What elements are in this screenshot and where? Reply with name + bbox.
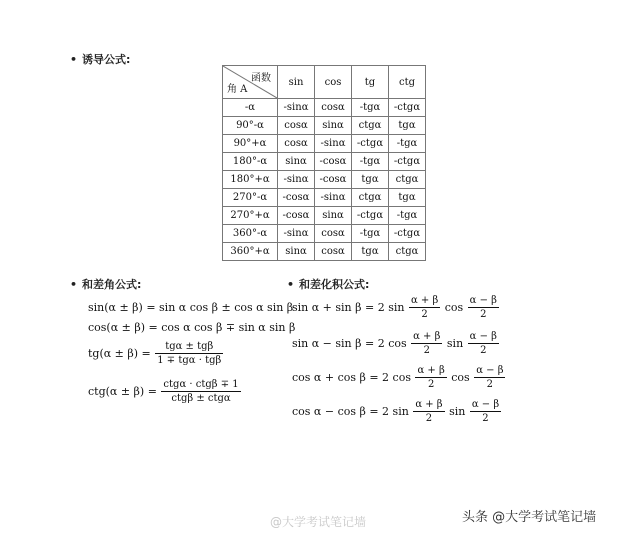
p4-frac2-num: α − β bbox=[471, 399, 500, 410]
cell: cosα bbox=[315, 225, 352, 243]
p1-frac2 bbox=[468, 294, 499, 321]
cell: -ctgα bbox=[389, 225, 426, 243]
col-header: tg bbox=[352, 66, 389, 99]
ctg-denominator: ctgβ ± ctgα bbox=[171, 393, 231, 404]
cell: -ctgα bbox=[389, 153, 426, 171]
corner-top-label: 函数 bbox=[251, 73, 271, 84]
cell: -ctgα bbox=[389, 99, 426, 117]
cell: -cosα bbox=[315, 153, 352, 171]
p2-frac2-num: α − β bbox=[469, 331, 497, 342]
p3-mid: cos bbox=[451, 371, 470, 384]
ctg-numerator: ctgα · ctgβ ∓ 1 bbox=[163, 379, 239, 390]
cell: -tgα bbox=[389, 135, 426, 153]
sum-to-product-heading-text: 和差化积公式: bbox=[299, 278, 370, 291]
table-corner-cell bbox=[223, 66, 278, 99]
induction-table bbox=[222, 65, 426, 261]
table-row bbox=[223, 189, 426, 207]
p2-lhs: sin α − sin β = 2 cos bbox=[292, 337, 407, 350]
sum-diff-heading-text: 和差角公式: bbox=[82, 278, 142, 291]
p4-frac1 bbox=[413, 398, 444, 425]
row-angle: 360°+α bbox=[223, 243, 278, 261]
row-angle: 270°+α bbox=[223, 207, 278, 225]
sum-diff-heading: • 和差角公式: bbox=[70, 278, 142, 291]
formula-cos-sum: cos(α ± β) = cos α cos β ∓ sin α sin β bbox=[88, 321, 296, 334]
cell: cosα bbox=[315, 243, 352, 261]
cell: -sinα bbox=[315, 135, 352, 153]
row-angle: 90°+α bbox=[223, 135, 278, 153]
p2-frac1-den: 2 bbox=[423, 345, 430, 356]
cell: -cosα bbox=[315, 171, 352, 189]
table-row bbox=[223, 99, 426, 117]
cell: cosα bbox=[278, 135, 315, 153]
p1-frac1-den: 2 bbox=[421, 309, 428, 320]
table-row bbox=[223, 225, 426, 243]
cell: sinα bbox=[278, 153, 315, 171]
cell: sinα bbox=[278, 243, 315, 261]
table-row bbox=[223, 207, 426, 225]
formula-cos-minus-cos bbox=[292, 398, 502, 425]
cell: -tgα bbox=[352, 225, 389, 243]
sum-to-product-heading: • 和差化积公式: bbox=[287, 278, 370, 291]
cell: -cosα bbox=[278, 207, 315, 225]
cell: cosα bbox=[315, 99, 352, 117]
p2-frac2 bbox=[468, 330, 499, 357]
cell: -ctgα bbox=[352, 207, 389, 225]
formula-sin-sum: sin(α ± β) = sin α cos β ± cos α sin β bbox=[88, 301, 294, 314]
tg-fraction bbox=[155, 340, 223, 367]
p1-frac2-num: α − β bbox=[469, 295, 497, 306]
tg-denominator: 1 ∓ tgα · tgβ bbox=[157, 355, 222, 366]
p3-frac1-num: α + β bbox=[417, 365, 445, 376]
cell: sinα bbox=[315, 117, 352, 135]
induction-heading: • 诱导公式: bbox=[70, 53, 131, 66]
cell: -tgα bbox=[389, 207, 426, 225]
p2-frac1 bbox=[411, 330, 442, 357]
row-angle: 270°-α bbox=[223, 189, 278, 207]
weibo-watermark: @大学考试笔记墙 bbox=[270, 515, 367, 529]
p1-frac2-den: 2 bbox=[480, 309, 487, 320]
cell: tgα bbox=[389, 117, 426, 135]
p1-lhs: sin α + sin β = 2 sin bbox=[292, 301, 405, 314]
table-row bbox=[223, 135, 426, 153]
formula-cos-plus-cos bbox=[292, 364, 506, 391]
cell: tgα bbox=[352, 171, 389, 189]
ctg-fraction bbox=[161, 378, 240, 405]
cell: -ctgα bbox=[352, 135, 389, 153]
formula-ctg-sum bbox=[88, 378, 242, 405]
p2-mid: sin bbox=[446, 337, 464, 350]
p4-frac1-num: α + β bbox=[415, 399, 443, 410]
tg-numerator: tgα ± tgβ bbox=[155, 340, 223, 354]
formula-sin-plus-sin bbox=[292, 294, 500, 321]
cell: ctgα bbox=[352, 117, 389, 135]
p3-frac1-den: 2 bbox=[427, 379, 435, 390]
p3-frac2-den: 2 bbox=[486, 379, 494, 390]
row-angle: 360°-α bbox=[223, 225, 278, 243]
tg-lhs: tg(α ± β) = bbox=[88, 347, 151, 360]
cell: ctgα bbox=[389, 243, 426, 261]
cell: -sinα bbox=[315, 189, 352, 207]
p3-lhs: cos α + cos β = 2 cos bbox=[292, 371, 411, 384]
p3-frac2 bbox=[474, 364, 505, 391]
table-row bbox=[223, 171, 426, 189]
table-row bbox=[223, 153, 426, 171]
cell: -sinα bbox=[278, 99, 315, 117]
cell: -cosα bbox=[278, 189, 315, 207]
cell: ctgα bbox=[389, 171, 426, 189]
cell: -sinα bbox=[278, 171, 315, 189]
formula-tg-sum bbox=[88, 340, 224, 367]
p1-frac1-num: α + β bbox=[410, 295, 439, 306]
p4-frac2 bbox=[470, 398, 501, 425]
p3-frac1 bbox=[415, 364, 446, 391]
table-header-row bbox=[223, 66, 426, 99]
cell: sinα bbox=[315, 207, 352, 225]
p2-frac1-num: α + β bbox=[413, 331, 441, 342]
cell: cosα bbox=[278, 117, 315, 135]
row-angle: -α bbox=[223, 99, 278, 117]
p1-mid: cos bbox=[444, 301, 464, 314]
cell: -tgα bbox=[352, 99, 389, 117]
p4-mid: sin bbox=[449, 405, 466, 418]
cell: ctgα bbox=[352, 189, 389, 207]
formula-sin-minus-sin bbox=[292, 330, 500, 357]
table-row bbox=[223, 243, 426, 261]
p1-frac1 bbox=[409, 294, 440, 321]
p4-frac1-den: 2 bbox=[425, 413, 433, 424]
col-header: cos bbox=[315, 66, 352, 99]
source-credit: 头条 @大学考试笔记墙 bbox=[462, 510, 597, 525]
p4-frac2-den: 2 bbox=[482, 413, 489, 424]
cell: -sinα bbox=[278, 225, 315, 243]
ctg-lhs: ctg(α ± β) = bbox=[88, 385, 157, 398]
row-angle: 90°-α bbox=[223, 117, 278, 135]
cell: -tgα bbox=[352, 153, 389, 171]
table-row bbox=[223, 117, 426, 135]
p3-frac2-num: α − β bbox=[476, 365, 504, 376]
induction-heading-text: 诱导公式: bbox=[82, 53, 131, 66]
col-header: sin bbox=[278, 66, 315, 99]
col-header: ctg bbox=[389, 66, 426, 99]
row-angle: 180°-α bbox=[223, 153, 278, 171]
p4-lhs: cos α − cos β = 2 sin bbox=[292, 405, 409, 418]
p2-frac2-den: 2 bbox=[480, 345, 487, 356]
corner-bottom-label: 角 A bbox=[227, 84, 248, 95]
cell: tgα bbox=[352, 243, 389, 261]
row-angle: 180°+α bbox=[223, 171, 278, 189]
cell: tgα bbox=[389, 189, 426, 207]
